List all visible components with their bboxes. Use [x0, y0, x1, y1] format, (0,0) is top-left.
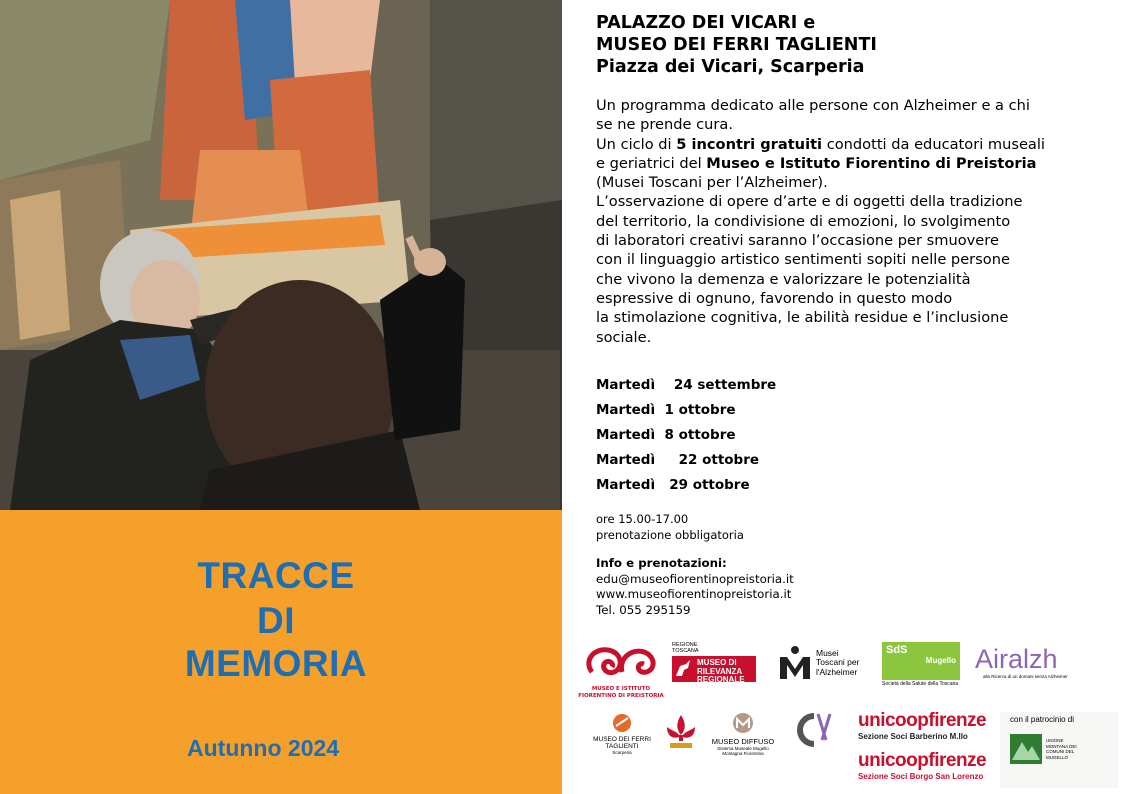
body-line: (Musei Toscani per l’Alzheimer). [596, 174, 828, 192]
venue-line-1: PALAZZO DEI VICARI e [596, 13, 816, 33]
booking-note: prenotazione obbligatoria [596, 527, 744, 542]
fleur-de-lis-logo [664, 713, 698, 755]
time-range: ore 15.00-17.00 [596, 512, 689, 526]
regione-label: REGIONE TOSCANA [672, 642, 699, 654]
pegasus-icon [672, 656, 694, 682]
venue-heading [596, 12, 877, 78]
museo-diffuso-logo [710, 712, 776, 756]
spiral-icon [578, 642, 664, 682]
knife-icon [592, 712, 652, 732]
mural-photo [0, 0, 562, 510]
rilevanza-badge: MUSEO DI RILEVANZA REGIONALE [694, 656, 756, 682]
unicoop-section: Sezione Soci Barberino M.llo [858, 732, 968, 741]
airalzh-logo [975, 644, 1081, 679]
email-link[interactable]: edu@museofiorentinopreistoria.it [596, 571, 794, 586]
free-meetings-highlight: 5 incontri gratuiti [676, 135, 823, 153]
body-line: espressive di ognuno, favorendo in questo modo [596, 289, 953, 307]
body-line: se ne prende cura. [596, 116, 733, 134]
unicoop-section: Sezione Soci Borgo San Lorenzo [858, 772, 984, 781]
museum-name-highlight: Museo e Istituto Fiorentino di Preistoria [706, 154, 1037, 172]
musei-toscani-logo [778, 645, 868, 681]
ferri-taglienti-place: Scarperia [612, 750, 632, 755]
season-label: Autunno 2024 [187, 735, 340, 761]
date-item: Martedì 22 ottobre [596, 452, 760, 468]
body-line: L’osservazione di opere d’arte e di oggetti della tradizione [596, 193, 1023, 211]
hours-block [596, 512, 744, 543]
date-item: Martedì 8 ottobre [596, 427, 736, 443]
program-description [596, 96, 1116, 347]
info-label: Info e prenotazioni: [596, 556, 727, 570]
museo-preistoria-logo [578, 642, 664, 699]
body-text-span: e geriatrici del [596, 154, 707, 172]
venue-line-2: MUSEO DEI FERRI TAGLIENTI [596, 35, 877, 55]
museo-diffuso-name: MUSEO DIFFUSO [711, 737, 775, 746]
body-line: sociale. [596, 328, 652, 346]
date-item: Martedì 1 ottobre [596, 402, 736, 418]
body-line: la stimolazione cognitiva, le abilità residue e l’inclusione [596, 309, 1009, 327]
body-text-span: Un ciclo di [596, 135, 677, 153]
sds-subtitle: Società della Salute della Toscana [882, 681, 959, 687]
sds-badge [882, 642, 960, 680]
date-item: Martedì 24 settembre [596, 377, 777, 393]
lily-crest-icon [664, 713, 698, 751]
unicoop-barberino-logo [858, 710, 988, 741]
title-line-2: DI [257, 600, 295, 641]
ferri-taglienti-logo [592, 712, 652, 755]
title-line-1: TRACCE [197, 555, 355, 596]
contact-info [596, 556, 794, 618]
unicoop-wordmark: unicoopfirenze [858, 710, 987, 731]
body-line: con il linguaggio artistico sentimenti sopiti nelle persone [596, 251, 1010, 269]
body-line: Un programma dedicato alle persone con Alzheimer e a chi [596, 97, 1030, 114]
patrocinio-label: con il patrocinio di [1010, 715, 1075, 724]
museo-preistoria-name: MUSEO E ISTITUTO FIORENTINO DI PREISTORIA [578, 686, 664, 699]
website-link[interactable]: www.museofiorentinopreistoria.it [596, 587, 792, 601]
sds-mark: SdS [886, 644, 908, 656]
ferri-taglienti-name: MUSEO DEI FERRI TAGLIENTI [593, 736, 651, 750]
sds-area: Mugello [925, 656, 956, 665]
m-circle-icon [710, 712, 776, 734]
dates-list [596, 376, 776, 501]
airalzh-wordmark: Airalzh [975, 644, 1058, 674]
phone-number: Tel. 055 295159 [596, 602, 691, 617]
date-item: Martedì 29 ottobre [596, 477, 750, 493]
airalzh-tagline: alla Ricerca di un domani senza Alzheimer [983, 674, 1068, 679]
mountain-crest-icon [1010, 734, 1042, 764]
body-line [596, 135, 1116, 154]
regione-toscana-logo [672, 642, 762, 682]
venue-address: Piazza dei Vicari, Scarperia [596, 57, 865, 77]
mural-illustration [0, 0, 562, 510]
sds-mugello-logo [882, 642, 962, 687]
musei-toscani-name: Musei Toscani per l'Alzheimer [816, 647, 860, 677]
abstract-c-icon [792, 710, 836, 750]
body-line: del territorio, la condivisione di emozioni, lo svolgimento [596, 212, 1011, 230]
m-mark-icon [778, 645, 812, 681]
title-line-3: MEMORIA [184, 643, 368, 684]
body-line [596, 154, 1116, 173]
body-line: che vivono la demenza e valorizzare le potenzialità [596, 270, 971, 288]
unicoop-borgo-logo [858, 750, 988, 781]
comune-logo [792, 710, 836, 754]
patrocinio-block [1000, 712, 1118, 788]
museo-diffuso-subtitle: Sistema Museale Mugello Montagna Fiorentina [717, 746, 769, 756]
unione-name: UNIONE MONTANA DEI COMUNI DEL MUGELLO [1046, 738, 1077, 760]
unicoop-wordmark: unicoopfirenze [858, 750, 987, 771]
body-text-span: condotti da educatori museali [822, 135, 1045, 153]
body-line: di laboratori creativi saranno l’occasione per smuovere [596, 232, 999, 250]
